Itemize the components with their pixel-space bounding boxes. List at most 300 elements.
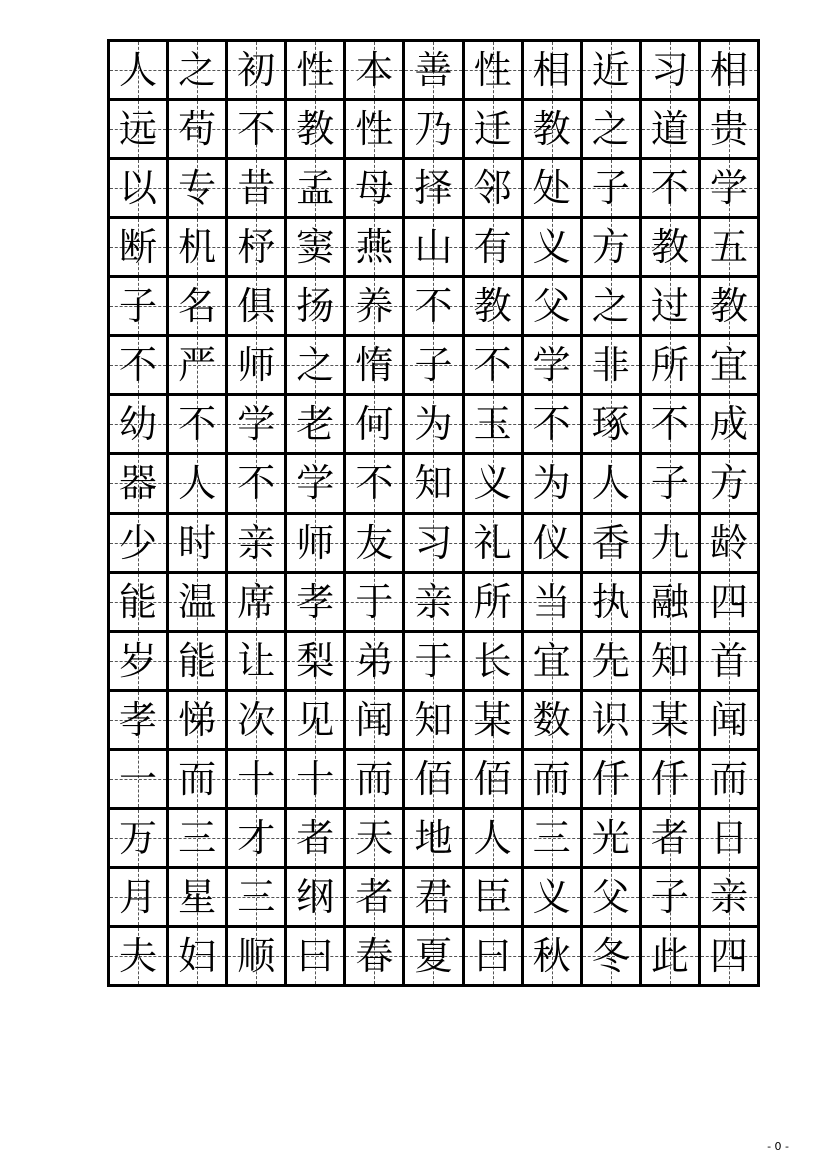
grid-cell [524, 337, 583, 396]
grid-cell [110, 633, 169, 692]
practice-character: 处 [532, 166, 571, 211]
practice-character: 父 [591, 874, 630, 919]
practice-character: 地 [414, 815, 453, 860]
grid-cell [110, 751, 169, 810]
grid-cell [110, 101, 169, 160]
practice-character: 亲 [414, 579, 453, 624]
practice-character: 悌 [178, 697, 217, 742]
practice-character: 香 [591, 520, 630, 565]
practice-character: 方 [591, 225, 630, 270]
grid-cell [524, 101, 583, 160]
grid-cell [287, 751, 346, 810]
practice-character: 燕 [355, 225, 394, 270]
grid-cell [287, 515, 346, 574]
grid-cell [701, 869, 760, 928]
practice-character: 严 [178, 343, 217, 388]
practice-character: 亲 [237, 520, 276, 565]
practice-character: 之 [591, 107, 630, 152]
practice-character: 光 [591, 815, 630, 860]
practice-character: 远 [119, 107, 158, 152]
practice-character: 孝 [296, 579, 335, 624]
grid-cell [346, 574, 405, 633]
grid-cell [405, 633, 464, 692]
grid-cell [405, 751, 464, 810]
practice-character: 四 [709, 933, 748, 978]
practice-character: 教 [650, 225, 689, 270]
grid-cell [701, 219, 760, 278]
grid-cell [110, 278, 169, 337]
practice-character: 融 [650, 579, 689, 624]
practice-character: 席 [237, 579, 276, 624]
grid-cell [169, 692, 228, 751]
grid-cell [405, 337, 464, 396]
practice-character: 而 [709, 756, 748, 801]
practice-character: 十 [237, 756, 276, 801]
practice-character: 本 [355, 48, 394, 93]
practice-character: 义 [473, 461, 512, 506]
practice-character: 礼 [473, 520, 512, 565]
practice-character: 道 [650, 107, 689, 152]
grid-cell [524, 751, 583, 810]
practice-character: 何 [355, 402, 394, 447]
practice-character: 星 [178, 874, 217, 919]
grid-cell [465, 928, 524, 987]
grid-cell [346, 101, 405, 160]
grid-cell [524, 515, 583, 574]
grid-cell [583, 692, 642, 751]
grid-cell [465, 160, 524, 219]
practice-character: 教 [296, 107, 335, 152]
grid-cell [524, 810, 583, 869]
grid-cell [642, 219, 701, 278]
practice-character: 岁 [119, 638, 158, 683]
practice-character: 万 [119, 815, 158, 860]
grid-cell [405, 396, 464, 455]
grid-cell [642, 692, 701, 751]
practice-character: 初 [237, 48, 276, 93]
grid-cell [405, 574, 464, 633]
practice-character: 苟 [178, 107, 217, 152]
practice-character: 之 [591, 284, 630, 329]
grid-cell [642, 101, 701, 160]
practice-character: 于 [355, 579, 394, 624]
practice-character: 山 [414, 225, 453, 270]
practice-character: 而 [355, 756, 394, 801]
grid-cell [405, 42, 464, 101]
practice-character: 所 [650, 343, 689, 388]
practice-character: 方 [709, 461, 748, 506]
practice-character: 五 [709, 225, 748, 270]
practice-character: 次 [237, 697, 276, 742]
practice-character: 扬 [296, 284, 335, 329]
practice-character: 断 [119, 225, 158, 270]
grid-cell [228, 160, 287, 219]
practice-character: 性 [473, 48, 512, 93]
grid-cell [465, 396, 524, 455]
grid-cell [583, 928, 642, 987]
grid-cell [287, 810, 346, 869]
grid-cell [524, 278, 583, 337]
practice-character: 龄 [709, 520, 748, 565]
practice-character: 春 [355, 933, 394, 978]
practice-character: 不 [473, 343, 512, 388]
practice-character: 妇 [178, 933, 217, 978]
grid-cell [228, 278, 287, 337]
grid-cell [228, 101, 287, 160]
grid-cell [583, 810, 642, 869]
grid-cell [169, 278, 228, 337]
grid-cell [524, 42, 583, 101]
practice-character: 当 [532, 579, 571, 624]
practice-character: 乃 [414, 107, 453, 152]
practice-character: 者 [296, 815, 335, 860]
grid-cell [465, 751, 524, 810]
grid-cell [346, 42, 405, 101]
practice-character: 善 [414, 48, 453, 93]
grid-cell [346, 396, 405, 455]
practice-character: 为 [532, 461, 571, 506]
character-practice-grid [107, 39, 760, 987]
practice-character: 长 [473, 638, 512, 683]
practice-character: 人 [178, 461, 217, 506]
page-number: - 0 - [767, 1140, 789, 1153]
grid-cell [228, 810, 287, 869]
grid-cell [524, 928, 583, 987]
grid-cell [228, 692, 287, 751]
practice-character: 幼 [119, 402, 158, 447]
grid-cell [287, 574, 346, 633]
grid-cell [465, 101, 524, 160]
practice-character: 人 [119, 48, 158, 93]
grid-cell [110, 337, 169, 396]
grid-cell [642, 928, 701, 987]
grid-cell [169, 337, 228, 396]
grid-cell [642, 810, 701, 869]
practice-character: 知 [414, 697, 453, 742]
grid-cell [287, 337, 346, 396]
practice-character: 数 [532, 697, 571, 742]
practice-character: 者 [355, 874, 394, 919]
grid-cell [169, 396, 228, 455]
grid-cell [110, 928, 169, 987]
grid-cell [642, 515, 701, 574]
practice-character: 能 [119, 579, 158, 624]
practice-character: 近 [591, 48, 630, 93]
practice-character: 不 [650, 166, 689, 211]
grid-cell [346, 869, 405, 928]
grid-cell [346, 751, 405, 810]
grid-cell [169, 515, 228, 574]
grid-cell [701, 692, 760, 751]
practice-character: 非 [591, 343, 630, 388]
practice-character: 人 [473, 815, 512, 860]
practice-character: 于 [414, 638, 453, 683]
grid-cell [524, 633, 583, 692]
practice-character: 一 [119, 756, 158, 801]
practice-character: 名 [178, 284, 217, 329]
grid-cell [169, 219, 228, 278]
practice-character: 而 [532, 756, 571, 801]
grid-cell [287, 160, 346, 219]
practice-character: 宜 [532, 638, 571, 683]
practice-character: 习 [650, 48, 689, 93]
grid-cell [405, 692, 464, 751]
grid-cell [642, 42, 701, 101]
grid-cell [110, 810, 169, 869]
practice-character: 梨 [296, 638, 335, 683]
practice-character: 琢 [591, 402, 630, 447]
practice-character: 不 [532, 402, 571, 447]
practice-character: 不 [178, 402, 217, 447]
practice-character: 弟 [355, 638, 394, 683]
grid-cell [405, 928, 464, 987]
practice-character: 顺 [237, 933, 276, 978]
practice-character: 器 [119, 461, 158, 506]
practice-character: 三 [532, 815, 571, 860]
grid-cell [583, 751, 642, 810]
grid-cell [110, 692, 169, 751]
grid-cell [287, 869, 346, 928]
practice-character: 三 [178, 815, 217, 860]
grid-cell [701, 574, 760, 633]
grid-cell [465, 337, 524, 396]
grid-cell [701, 751, 760, 810]
grid-cell [169, 751, 228, 810]
practice-character: 机 [178, 225, 217, 270]
grid-cell [169, 42, 228, 101]
grid-cell [228, 515, 287, 574]
practice-character: 养 [355, 284, 394, 329]
practice-character: 闻 [355, 697, 394, 742]
grid-cell [642, 337, 701, 396]
grid-cell [346, 928, 405, 987]
grid-cell [642, 633, 701, 692]
practice-character: 玉 [473, 402, 512, 447]
grid-cell [524, 219, 583, 278]
practice-character: 性 [296, 48, 335, 93]
practice-character: 仟 [591, 756, 630, 801]
grid-cell [701, 396, 760, 455]
grid-cell [287, 219, 346, 278]
practice-character: 之 [178, 48, 217, 93]
practice-character: 孟 [296, 166, 335, 211]
grid-cell [524, 455, 583, 514]
practice-character: 相 [709, 48, 748, 93]
grid-cell [465, 633, 524, 692]
grid-cell [169, 869, 228, 928]
grid-cell [583, 396, 642, 455]
grid-cell [346, 810, 405, 869]
grid-cell [228, 928, 287, 987]
grid-cell [701, 101, 760, 160]
practice-character: 窦 [296, 225, 335, 270]
grid-cell [524, 160, 583, 219]
grid-cell [110, 574, 169, 633]
grid-cell [110, 515, 169, 574]
practice-character: 昔 [237, 166, 276, 211]
practice-character: 仪 [532, 520, 571, 565]
practice-character: 天 [355, 815, 394, 860]
practice-character: 以 [119, 166, 158, 211]
practice-character: 不 [650, 402, 689, 447]
grid-cell [405, 455, 464, 514]
grid-cell [287, 633, 346, 692]
grid-cell [583, 101, 642, 160]
grid-cell [583, 515, 642, 574]
grid-cell [169, 633, 228, 692]
practice-character: 见 [296, 697, 335, 742]
grid-cell [405, 869, 464, 928]
practice-character: 闻 [709, 697, 748, 742]
grid-cell [701, 337, 760, 396]
practice-character: 九 [650, 520, 689, 565]
grid-cell [465, 515, 524, 574]
practice-character: 某 [473, 697, 512, 742]
grid-cell [583, 219, 642, 278]
practice-character: 才 [237, 815, 276, 860]
grid-cell [583, 337, 642, 396]
practice-character: 月 [119, 874, 158, 919]
grid-cell [642, 869, 701, 928]
grid-cell [642, 396, 701, 455]
practice-character: 能 [178, 638, 217, 683]
grid-cell [701, 928, 760, 987]
grid-cell [110, 42, 169, 101]
practice-character: 不 [355, 461, 394, 506]
grid-cell [465, 455, 524, 514]
practice-character: 让 [237, 638, 276, 683]
practice-character: 纲 [296, 874, 335, 919]
grid-cell [642, 278, 701, 337]
grid-cell [287, 101, 346, 160]
grid-cell [228, 396, 287, 455]
practice-character: 执 [591, 579, 630, 624]
grid-cell [346, 160, 405, 219]
practice-character: 佰 [473, 756, 512, 801]
practice-character: 迁 [473, 107, 512, 152]
practice-character: 夏 [414, 933, 453, 978]
practice-character: 知 [414, 461, 453, 506]
grid-cell [405, 160, 464, 219]
grid-cell [169, 810, 228, 869]
grid-cell [169, 455, 228, 514]
practice-character: 子 [119, 284, 158, 329]
practice-character: 贵 [709, 107, 748, 152]
practice-character: 俱 [237, 284, 276, 329]
grid-cell [701, 455, 760, 514]
grid-cell [287, 692, 346, 751]
practice-character: 师 [296, 520, 335, 565]
practice-character: 之 [296, 343, 335, 388]
practice-character: 某 [650, 697, 689, 742]
practice-character: 少 [119, 520, 158, 565]
grid-cell [287, 42, 346, 101]
grid-cell [110, 160, 169, 219]
practice-character: 曰 [473, 933, 512, 978]
practice-character: 冬 [591, 933, 630, 978]
grid-cell [405, 515, 464, 574]
practice-character: 子 [591, 166, 630, 211]
practice-character: 知 [650, 638, 689, 683]
practice-character: 不 [414, 284, 453, 329]
practice-character: 友 [355, 520, 394, 565]
grid-cell [465, 219, 524, 278]
practice-character: 而 [178, 756, 217, 801]
grid-cell [642, 455, 701, 514]
grid-cell [465, 810, 524, 869]
grid-cell [405, 101, 464, 160]
practice-character: 专 [178, 166, 217, 211]
practice-character: 臣 [473, 874, 512, 919]
grid-cell [465, 278, 524, 337]
grid-cell [228, 455, 287, 514]
grid-cell [169, 574, 228, 633]
practice-character: 秋 [532, 933, 571, 978]
practice-character: 成 [709, 402, 748, 447]
practice-character: 日 [709, 815, 748, 860]
grid-cell [583, 455, 642, 514]
grid-cell [228, 337, 287, 396]
grid-cell [346, 692, 405, 751]
practice-character: 时 [178, 520, 217, 565]
practice-character: 不 [119, 343, 158, 388]
practice-character: 温 [178, 579, 217, 624]
practice-character: 义 [532, 225, 571, 270]
grid-cell [524, 574, 583, 633]
grid-cell [701, 278, 760, 337]
practice-character: 子 [650, 461, 689, 506]
practice-character: 不 [237, 461, 276, 506]
practice-character: 仟 [650, 756, 689, 801]
practice-character: 曰 [296, 933, 335, 978]
practice-character: 佰 [414, 756, 453, 801]
grid-cell [583, 574, 642, 633]
practice-character: 四 [709, 579, 748, 624]
grid-cell [405, 810, 464, 869]
practice-character: 过 [650, 284, 689, 329]
grid-cell [169, 928, 228, 987]
grid-cell [228, 574, 287, 633]
grid-cell [346, 515, 405, 574]
grid-cell [346, 337, 405, 396]
practice-character: 杼 [237, 225, 276, 270]
grid-cell [701, 160, 760, 219]
grid-cell [287, 455, 346, 514]
grid-cell [228, 751, 287, 810]
grid-cell [583, 869, 642, 928]
grid-cell [287, 928, 346, 987]
practice-character: 教 [532, 107, 571, 152]
practice-character: 宜 [709, 343, 748, 388]
grid-cell [346, 455, 405, 514]
practice-character: 此 [650, 933, 689, 978]
grid-cell [169, 160, 228, 219]
grid-cell [583, 633, 642, 692]
practice-character: 首 [709, 638, 748, 683]
grid-cell [346, 633, 405, 692]
grid-cell [228, 869, 287, 928]
grid-cell [287, 396, 346, 455]
practice-character: 性 [355, 107, 394, 152]
practice-character: 亲 [709, 874, 748, 919]
practice-character: 学 [709, 166, 748, 211]
grid-cell [110, 396, 169, 455]
grid-cell [346, 219, 405, 278]
practice-character: 不 [237, 107, 276, 152]
practice-character: 学 [296, 461, 335, 506]
grid-cell [110, 219, 169, 278]
grid-cell [701, 633, 760, 692]
